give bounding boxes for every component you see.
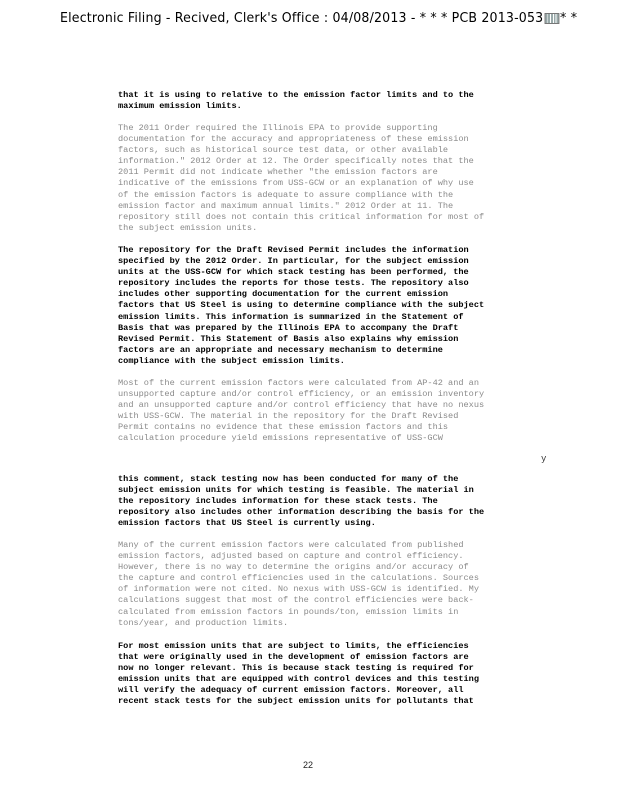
paragraph-7 (118, 641, 538, 708)
paragraph-5-line-1: this comment, stack testing now has been conducted for many of the (118, 474, 459, 484)
paragraph-3-line-3: units at the USS-GCW for which stack testing has been performed, the (118, 267, 469, 278)
paragraph-4 (118, 378, 538, 445)
paragraph-6 (118, 540, 538, 629)
paragraph-3-line-11: compliance with the subject emission limits. (118, 355, 345, 366)
stamp-icon (544, 13, 559, 24)
paragraph-7-line-1: For most emission units that are subject to limits, the efficiencies (118, 641, 469, 651)
paragraph-5-line-2: subject emission units for which testing is feasible. The material in (118, 485, 474, 496)
paragraph-3-line-1: The repository for the Draft Revised Permit includes the information (118, 245, 469, 255)
paragraph-7-line-3: now no longer relevant. This is because stack testing is required for (118, 663, 474, 674)
paragraph-6-line-1: Many of the current emission factors were calculated from published (118, 540, 464, 550)
paragraph-1-line-1: that it is using to relative to the emission factor limits and to the (118, 90, 474, 100)
paragraph-3-line-8: Basis that was prepared by the Illinois EPA to accompany the Draft (118, 322, 459, 333)
paragraph-2 (118, 123, 538, 234)
paragraph-2-line-7: of the emission factors is adequate to assure compliance with the (118, 189, 454, 200)
paragraph-2-line-3: factors, such as historical source test data, or other available (118, 145, 449, 156)
paragraph-6-line-5: of information were not cited. No nexus with USS-GCW is identified. My (118, 584, 479, 595)
paragraph-2-line-5: 2011 Permit did not indicate whether "the emission factors are (118, 167, 438, 178)
paragraph-6-line-2: emission factors, adjusted based on capture and control efficiency. (118, 551, 464, 562)
paragraph-3 (118, 245, 538, 367)
paragraph-4-line-5: Permit contains no evidence that these emission factors and this (118, 422, 449, 433)
paragraph-3-line-2: specified by the 2012 Order. In particular, for the subject emission (118, 256, 469, 267)
paragraph-6-line-7: calculated from emission factors in pounds/ton, emission limits in (118, 606, 459, 617)
filing-header (60, 10, 578, 26)
paragraph-3-line-9: Revised Permit. This Statement of Basis also explains why emission (118, 333, 459, 344)
paragraph-1 (118, 90, 538, 112)
filing-header-text: Electronic Filing - Recived, Clerk's Office : 04/08/2013 - * * * PCB 2013-053 (60, 10, 544, 26)
paragraph-6-line-8: tons/year, and production limits. (118, 617, 289, 628)
paragraph-7-line-2: that were originally used in the development of emission factors are (118, 652, 469, 663)
paragraph-2-line-2: documentation for the accuracy and appropriateness of these emission (118, 134, 469, 145)
filing-header-trail: * * (560, 10, 578, 26)
paragraph-5-line-5: emission factors that US Steel is currently using. (118, 518, 376, 529)
paragraph-2-line-6: indicative of the emissions from USS-GCW or an explanation of why use (118, 178, 474, 189)
paragraph-4-line-6: calculation procedure yield emissions representative of USS-GCW (118, 433, 443, 444)
paragraph-4-line-2: unsupported capture and/or control efficiency, or an emission inventory (118, 389, 485, 400)
paragraph-4-line-1: Most of the current emission factors were calculated from AP-42 and an (118, 378, 479, 388)
paragraph-5-line-3: the repository includes information for these stack tests. The (118, 496, 438, 507)
stray-mark: y (541, 454, 547, 464)
paragraph-4-line-3: and an unsupported capture and/or control efficiency that have no nexus (118, 400, 485, 411)
paragraph-5 (118, 474, 538, 529)
paragraph-3-line-5: includes other supporting documentation for the current emission (118, 289, 449, 300)
paragraph-7-line-6: recent stack tests for the subject emission units for pollutants that (118, 696, 474, 707)
paragraph-2-line-4: information." 2012 Order at 12. The Order specifically notes that the (118, 156, 474, 167)
page-number: 22 (303, 760, 314, 770)
paragraph-2-line-8: emission factor and maximum annual limits." 2012 Order at 11. The (118, 200, 454, 211)
paragraph-2-line-10: the subject emission units. (118, 222, 258, 233)
paragraph-1-line-2: maximum emission limits. (118, 101, 242, 112)
paragraph-3-line-7: emission limits. This information is summarized in the Statement of (118, 311, 464, 322)
paragraph-2-line-1: The 2011 Order required the Illinois EPA to provide supporting (118, 123, 438, 133)
paragraph-7-line-5: will verify the adequacy of current emission factors. Moreover, all (118, 685, 464, 696)
paragraph-2-line-9: repository still does not contain this critical information for most of (118, 211, 485, 222)
paragraph-4-line-4: with USS-GCW. The material in the repository for the Draft Revised (118, 411, 459, 422)
paragraph-6-line-4: the capture and control efficiencies used in the calculations. Sources (118, 573, 479, 584)
paragraph-3-line-6: factors that US Steel is using to determine compliance with the subject (118, 300, 485, 311)
paragraph-5-line-4: repository also includes other information describing the basis for the (118, 507, 485, 518)
paragraph-3-line-10: factors are an appropriate and necessary mechanism to determine (118, 344, 443, 355)
paragraph-6-line-6: calculations suggest that most of the control efficiencies were back- (118, 595, 474, 606)
paragraph-3-line-4: repository includes the reports for those tests. The repository also (118, 278, 469, 289)
paragraph-7-line-4: emission units that are equipped with control devices and this testing (118, 674, 479, 685)
paragraph-6-line-3: However, there is no way to determine the origins and/or accuracy of (118, 562, 469, 573)
